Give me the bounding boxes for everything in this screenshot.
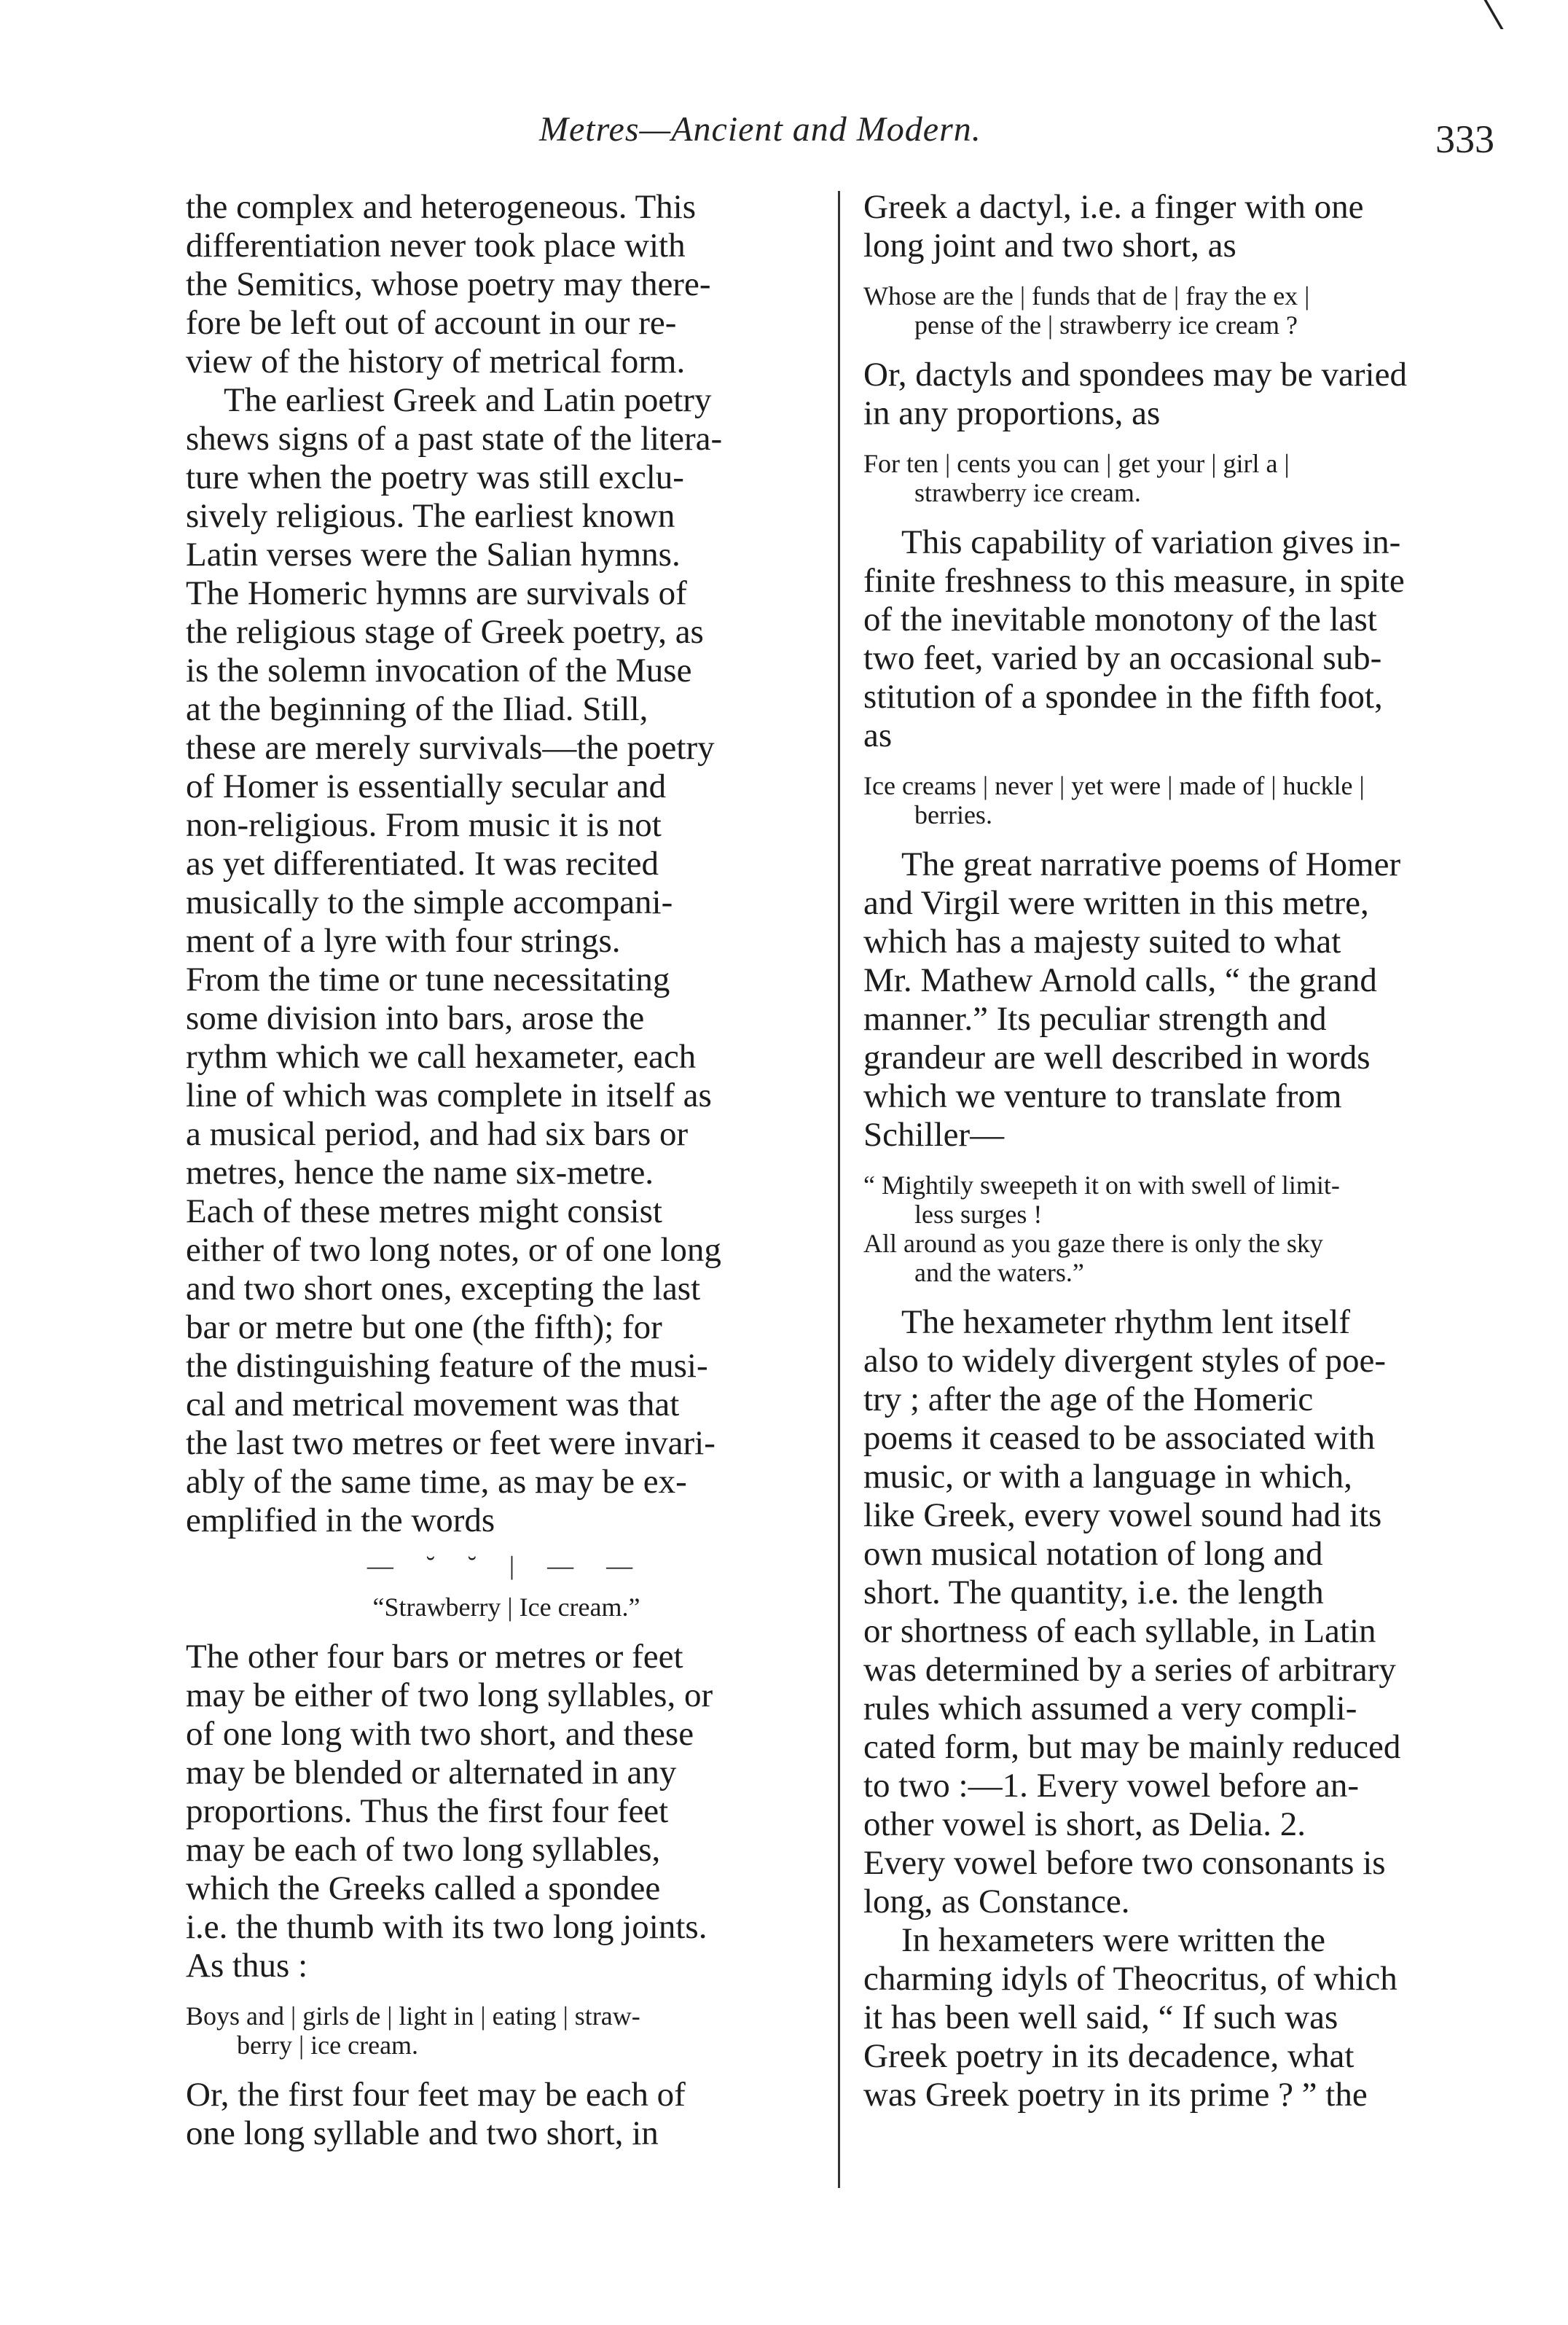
text-line: of one long with two short, and these <box>186 1715 694 1753</box>
verse-line: “ Mightily sweepeth it on with swell of limit- <box>863 1171 1340 1200</box>
left-para-2 <box>186 381 827 1540</box>
text-line: one long syllable and two short, in <box>186 2114 659 2152</box>
text-line: The hexameter rhythm lent itself <box>901 1303 1351 1341</box>
text-line: as <box>863 716 893 754</box>
text-line: long, as Constance. <box>863 1883 1130 1920</box>
text-line: In hexameters were written the <box>901 1921 1326 1959</box>
text-line: some division into bars, arose the <box>186 999 645 1037</box>
right-para-5 <box>863 1303 1490 1921</box>
text-line: was determined by a series of arbitrary <box>863 1651 1396 1689</box>
text-line: own musical notation of long and <box>863 1535 1323 1573</box>
text-line: Every vowel before two consonants is <box>863 1844 1386 1882</box>
verse-quote <box>863 281 1490 340</box>
text-line: which we venture to translate from <box>863 1077 1342 1115</box>
text-line: The earliest Greek and Latin poetry <box>224 381 712 419</box>
verse-line: berry | ice cream. <box>237 2031 419 2060</box>
text-line: Mr. Mathew Arnold calls, “ the grand <box>863 961 1377 999</box>
verse-quote <box>186 2001 827 2060</box>
text-line: proportions. Thus the first four feet <box>186 1792 669 1830</box>
text-line: non-religious. From music it is not <box>186 806 662 844</box>
verse-line: less surges ! <box>914 1200 1043 1229</box>
text-line: view of the history of metrical form. <box>186 343 686 380</box>
text-line: a musical period, and had six bars or <box>186 1115 689 1153</box>
text-line: as yet differentiated. It was recited <box>186 845 659 883</box>
text-line: stitution of a spondee in the fifth foot, <box>863 678 1383 716</box>
text-line: may be either of two long syllables, or <box>186 1676 713 1714</box>
verse-line: pense of the | strawberry ice cream ? <box>914 310 1298 340</box>
text-line: Or, dactyls and spondees may be varied <box>863 356 1407 394</box>
text-line: it has been well said, “ If such was <box>863 1998 1338 2036</box>
running-header-title: Metres—Ancient and Modern. <box>539 110 981 149</box>
text-line: musically to the simple accompani- <box>186 883 673 921</box>
verse-line: and the waters.” <box>914 1258 1084 1287</box>
text-line: short. The quantity, i.e. the length <box>863 1574 1324 1611</box>
text-line: Each of these metres might consist <box>186 1192 662 1230</box>
text-line: This capability of variation gives in- <box>901 523 1401 561</box>
verse-line: Whose are the | funds that de | fray the ex | <box>863 281 1310 310</box>
text-line: is the solemn invocation of the Muse <box>186 652 692 689</box>
right-para-4 <box>863 845 1490 1154</box>
text-line: cal and metrical movement was that <box>186 1386 680 1423</box>
text-line: in any proportions, as <box>863 394 1161 432</box>
text-line: which the Greeks called a spondee <box>186 1869 661 1907</box>
right-para-1 <box>863 188 1490 265</box>
text-line: rythm which we call hexameter, each <box>186 1038 697 1076</box>
text-line: of Homer is essentially secular and <box>186 767 667 805</box>
text-line: Greek a dactyl, i.e. a finger with one <box>863 188 1364 226</box>
prosody-marks: — ˘ ˘ | — — <box>366 1551 646 1580</box>
text-line: may be each of two long syllables, <box>186 1831 661 1869</box>
verse-quote <box>863 1171 1490 1287</box>
text-line: to two :—1. Every vowel before an- <box>863 1767 1359 1805</box>
verse-line: strawberry ice cream. <box>914 478 1141 507</box>
verse-line: berries. <box>914 800 992 829</box>
text-line: The Homeric hymns are survivals of <box>186 574 687 612</box>
verse-line: All around as you gaze there is only the sky <box>863 1229 1323 1258</box>
text-line: metres, hence the name six-metre. <box>186 1154 654 1192</box>
text-line: rules which assumed a very compli- <box>863 1689 1357 1727</box>
text-line: like Greek, every vowel sound had its <box>863 1496 1382 1534</box>
text-line: Or, the first four feet may be each of <box>186 2076 686 2114</box>
text-line: i.e. the thumb with its two long joints. <box>186 1908 707 1946</box>
text-line: sively religious. The earliest known <box>186 497 675 535</box>
text-line: the last two metres or feet were invari- <box>186 1424 716 1462</box>
text-line: cated form, but may be mainly reduced <box>863 1728 1401 1766</box>
text-line: As thus : <box>186 1947 308 1985</box>
right-para-3 <box>863 523 1490 755</box>
text-line: finite freshness to this measure, in spite <box>863 562 1405 600</box>
right-para-2 <box>863 356 1490 433</box>
text-line: line of which was complete in itself as <box>186 1076 712 1114</box>
text-line: Greek poetry in its decadence, what <box>863 2037 1355 2075</box>
text-line: was Greek poetry in its prime ? ” the <box>863 2076 1368 2114</box>
left-para-4 <box>186 2076 827 2153</box>
text-line: the Semitics, whose poetry may there- <box>186 265 711 303</box>
text-line: music, or with a language in which, <box>863 1458 1352 1496</box>
right-para-6 <box>863 1921 1490 2114</box>
text-line: also to widely divergent styles of poe- <box>863 1342 1387 1380</box>
text-line: and Virgil were written in this metre, <box>863 884 1369 922</box>
verse-line: Ice creams | never | yet were | made of | huckle | <box>863 771 1365 800</box>
text-line: at the beginning of the Iliad. Still, <box>186 690 648 728</box>
scan-mark <box>1483 0 1524 29</box>
text-line: emplified in the words <box>186 1501 495 1539</box>
text-line: fore be left out of account in our re- <box>186 304 677 342</box>
text-line: manner.” Its peculiar strength and <box>863 1000 1327 1038</box>
text-line: bar or metre but one (the fifth); for <box>186 1308 662 1346</box>
text-line: differentiation never took place with <box>186 227 686 265</box>
left-para-1 <box>186 188 827 381</box>
text-line: which has a majesty suited to what <box>863 923 1341 961</box>
left-column <box>186 188 827 2153</box>
verse-line: “Strawberry | Ice cream.” <box>372 1593 640 1622</box>
text-line: two feet, varied by an occasional sub- <box>863 639 1382 677</box>
text-line: may be blended or alternated in any <box>186 1754 677 1791</box>
text-line: grandeur are well described in words <box>863 1039 1371 1076</box>
text-line: or shortness of each syllable, in Latin <box>863 1612 1376 1650</box>
text-line: and two short ones, excepting the last <box>186 1270 701 1308</box>
text-line: ture when the poetry was still exclu- <box>186 458 684 496</box>
verse-quote <box>863 771 1490 829</box>
verse-quote <box>863 449 1490 507</box>
text-line: ment of a lyre with four strings. <box>186 922 621 960</box>
text-line: the religious stage of Greek poetry, as <box>186 613 704 651</box>
text-line: The great narrative poems of Homer <box>901 845 1401 883</box>
verse-quote <box>186 1593 827 1622</box>
text-line: shews signs of a past state of the litera- <box>186 420 723 458</box>
verse-line: For ten | cents you can | get your | girl a | <box>863 449 1290 478</box>
text-line: ably of the same time, as may be ex- <box>186 1463 687 1501</box>
text-line: charming idyls of Theocritus, of which <box>863 1960 1398 1998</box>
text-line: either of two long notes, or of one long <box>186 1231 721 1269</box>
text-line: the distinguishing feature of the musi- <box>186 1347 708 1385</box>
verse-line: Boys and | girls de | light in | eating | straw- <box>186 2001 640 2031</box>
text-line: try ; after the age of the Homeric <box>863 1380 1314 1418</box>
text-line: From the time or tune necessitating <box>186 961 670 999</box>
text-line: Schiller— <box>863 1116 1005 1154</box>
text-line: of the inevitable monotony of the last <box>863 601 1377 638</box>
text-line: poems it ceased to be associated with <box>863 1419 1376 1457</box>
text-line: these are merely survivals—the poetry <box>186 729 715 767</box>
right-column <box>863 188 1490 2114</box>
text-line: long joint and two short, as <box>863 227 1236 265</box>
left-para-3 <box>186 1638 827 1985</box>
page-number: 333 <box>1435 117 1494 161</box>
text-line: the complex and heterogeneous. This <box>186 188 697 226</box>
column-divider <box>838 191 840 2188</box>
text-line: other vowel is short, as Delia. 2. <box>863 1805 1306 1843</box>
text-line: The other four bars or metres or feet <box>186 1638 683 1676</box>
text-line: Latin verses were the Salian hymns. <box>186 536 681 574</box>
